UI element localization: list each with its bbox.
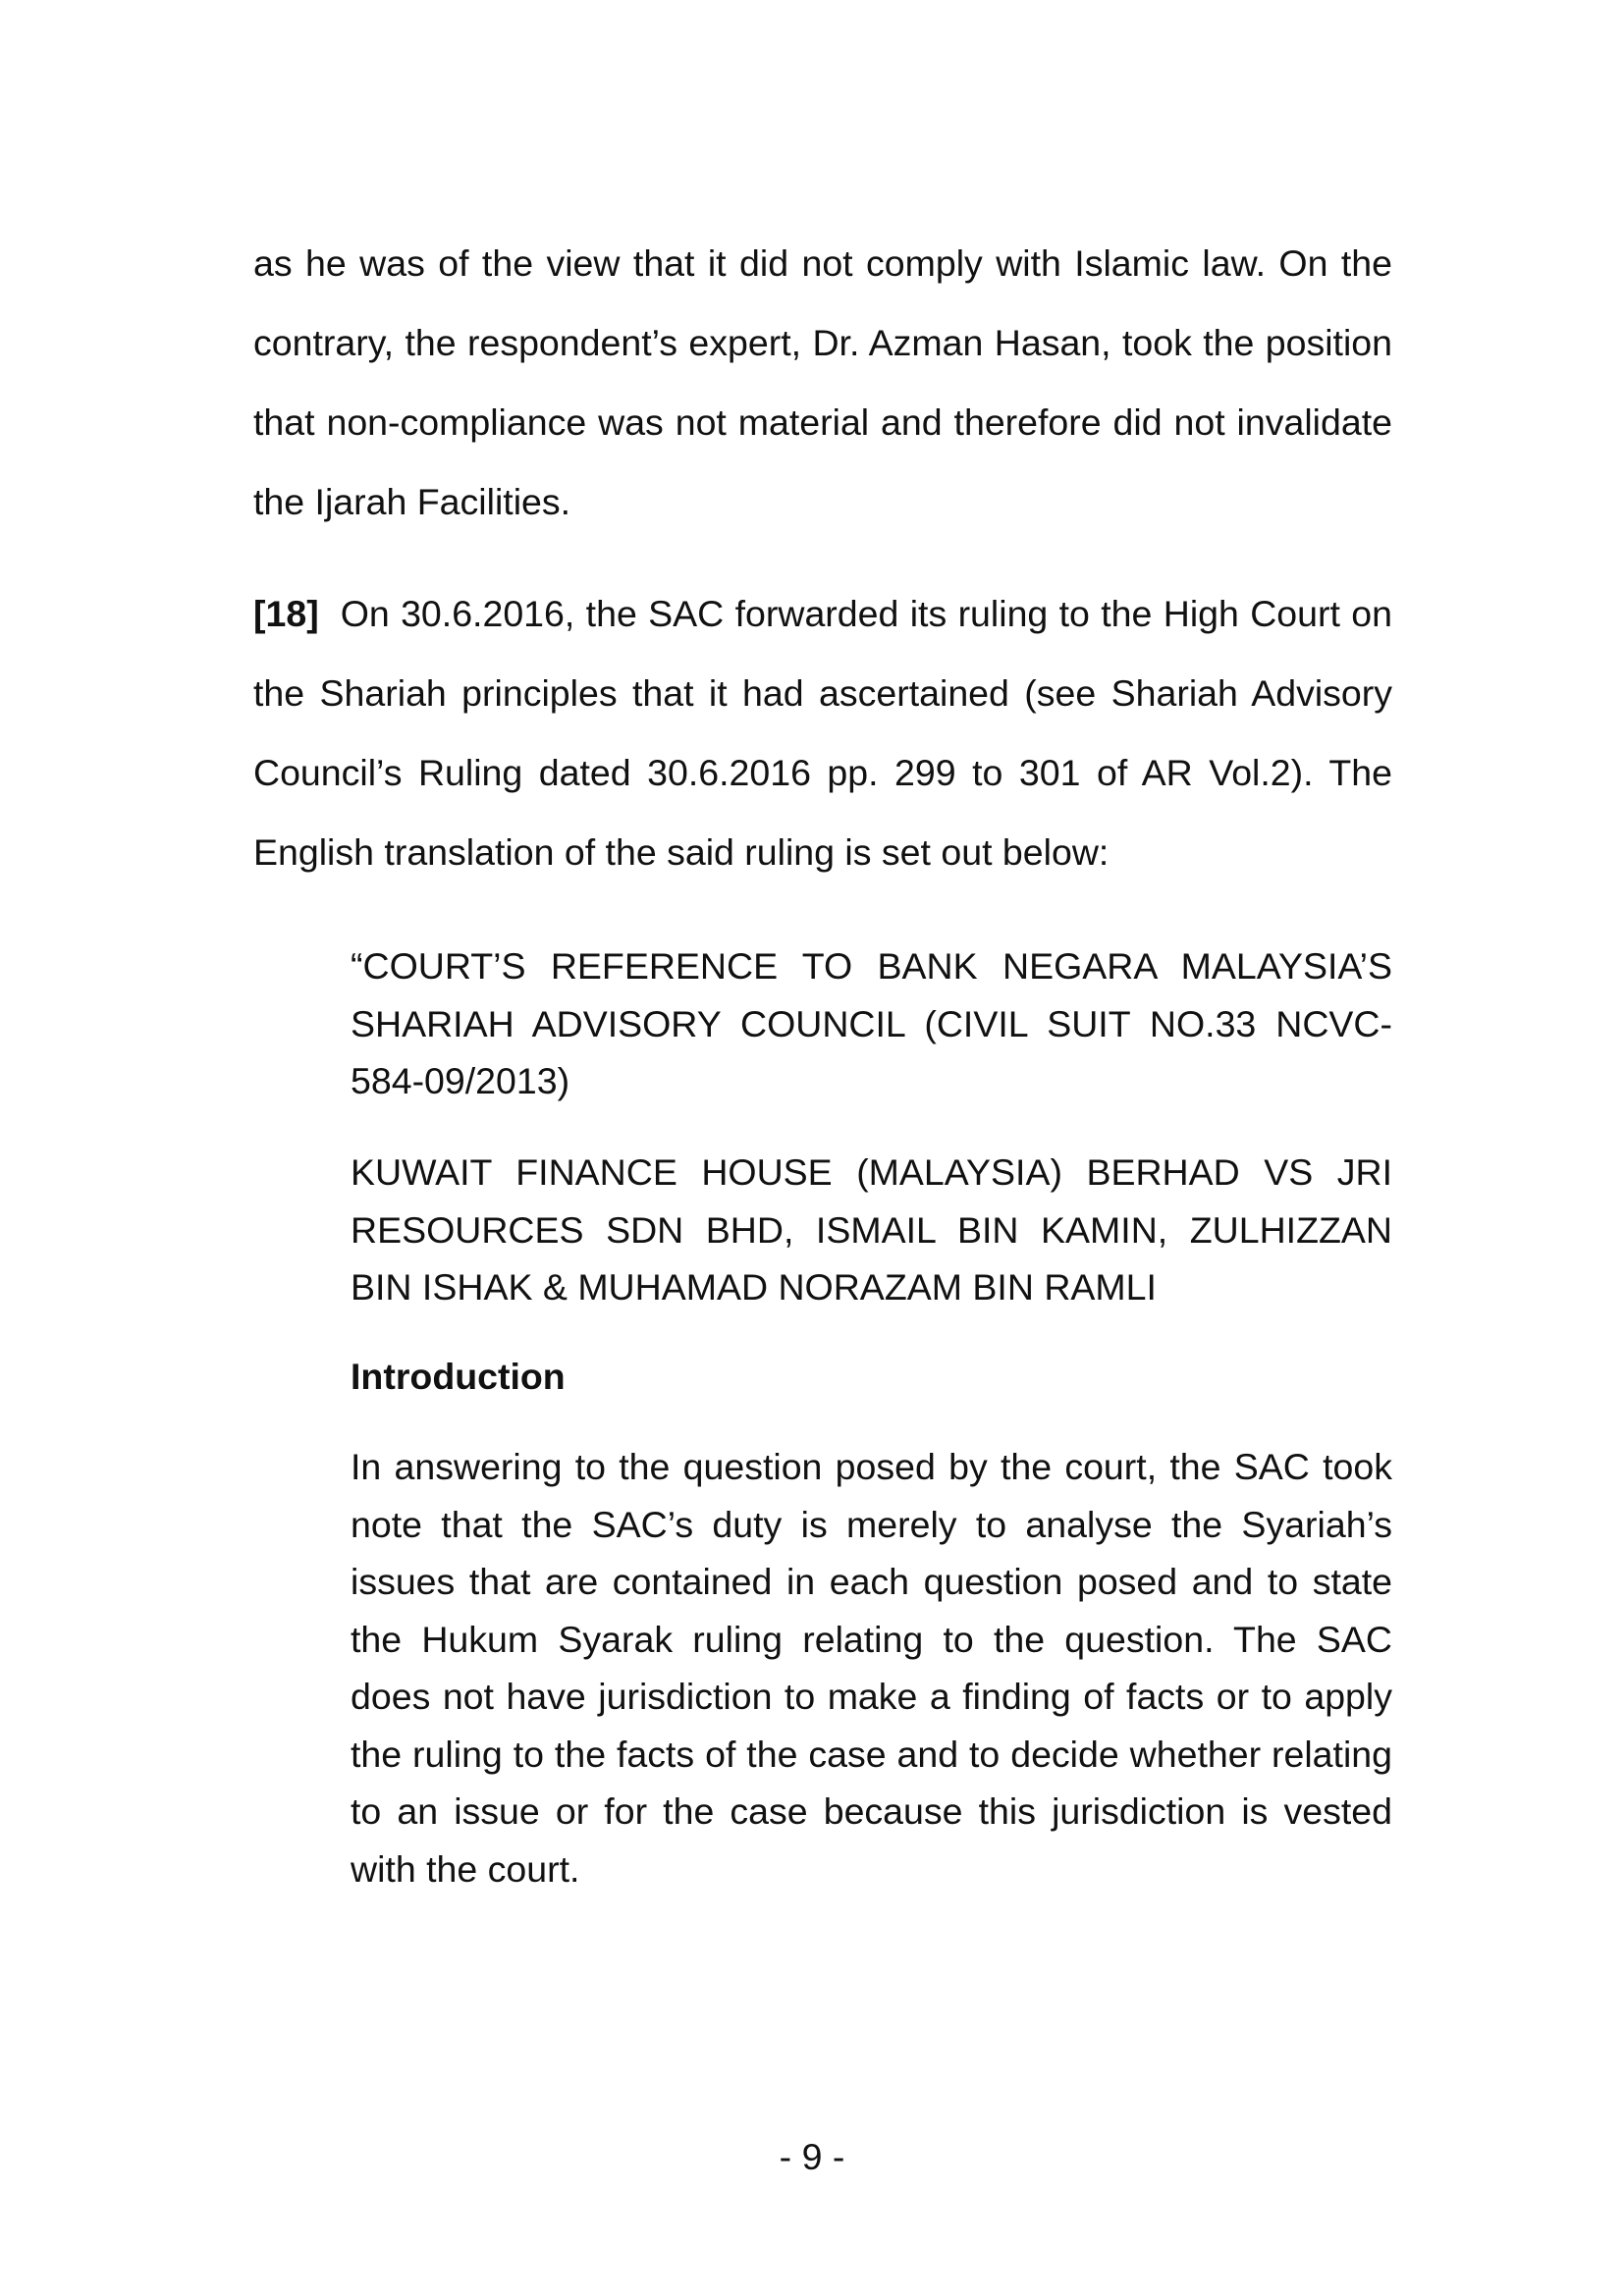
paragraph-18-text: On 30.6.2016, the SAC forwarded its ruling to the High Court on the Shariah principles that it had ascertained (see Shariah Advisory Council’s Ruling dated 30.6.2016 pp. 299 to 301 of AR Vol.2). The English translation of the said ruling is set out below: xyxy=(253,593,1392,873)
quote-heading-introduction: Introduction xyxy=(351,1356,566,1397)
paragraph-number: [18] xyxy=(253,593,319,634)
paragraph-18 xyxy=(253,574,1392,892)
quote-introduction-text: In answering to the question posed by the court, the SAC took note that the SAC’s duty is merely to analyse the Syariah’s issues that are contained in each question posed and to state the Hukum Syarak ruling relating to the question. The SAC does not have jurisdiction to make a finding of facts or to apply the ruling to the facts of the case and to decide whether relating to an issue or for the case because this jurisdiction is vested with the court. xyxy=(351,1446,1392,1890)
page-number: - 9 - xyxy=(779,2136,845,2177)
paragraph-continued: as he was of the view that it did not comply with Islamic law. On the contrary, the respondent’s expert, Dr. Azman Hasan, took the position that non-compliance was not material and therefore did not invalidate the Ijarah Facilities. xyxy=(253,242,1392,522)
quote-reference-title: “COURT’S REFERENCE TO BANK NEGARA MALAYSIA’S SHARIAH ADVISORY COUNCIL (CIVIL SUIT NO.33 NCVC-584-09/2013) xyxy=(351,945,1392,1101)
quote-parties: KUWAIT FINANCE HOUSE (MALAYSIA) BERHAD VS JRI RESOURCES SDN BHD, ISMAIL BIN KAMIN, ZULHIZZAN BIN ISHAK & MUHAMAD NORAZAM BIN RAMLI xyxy=(351,1151,1392,1308)
